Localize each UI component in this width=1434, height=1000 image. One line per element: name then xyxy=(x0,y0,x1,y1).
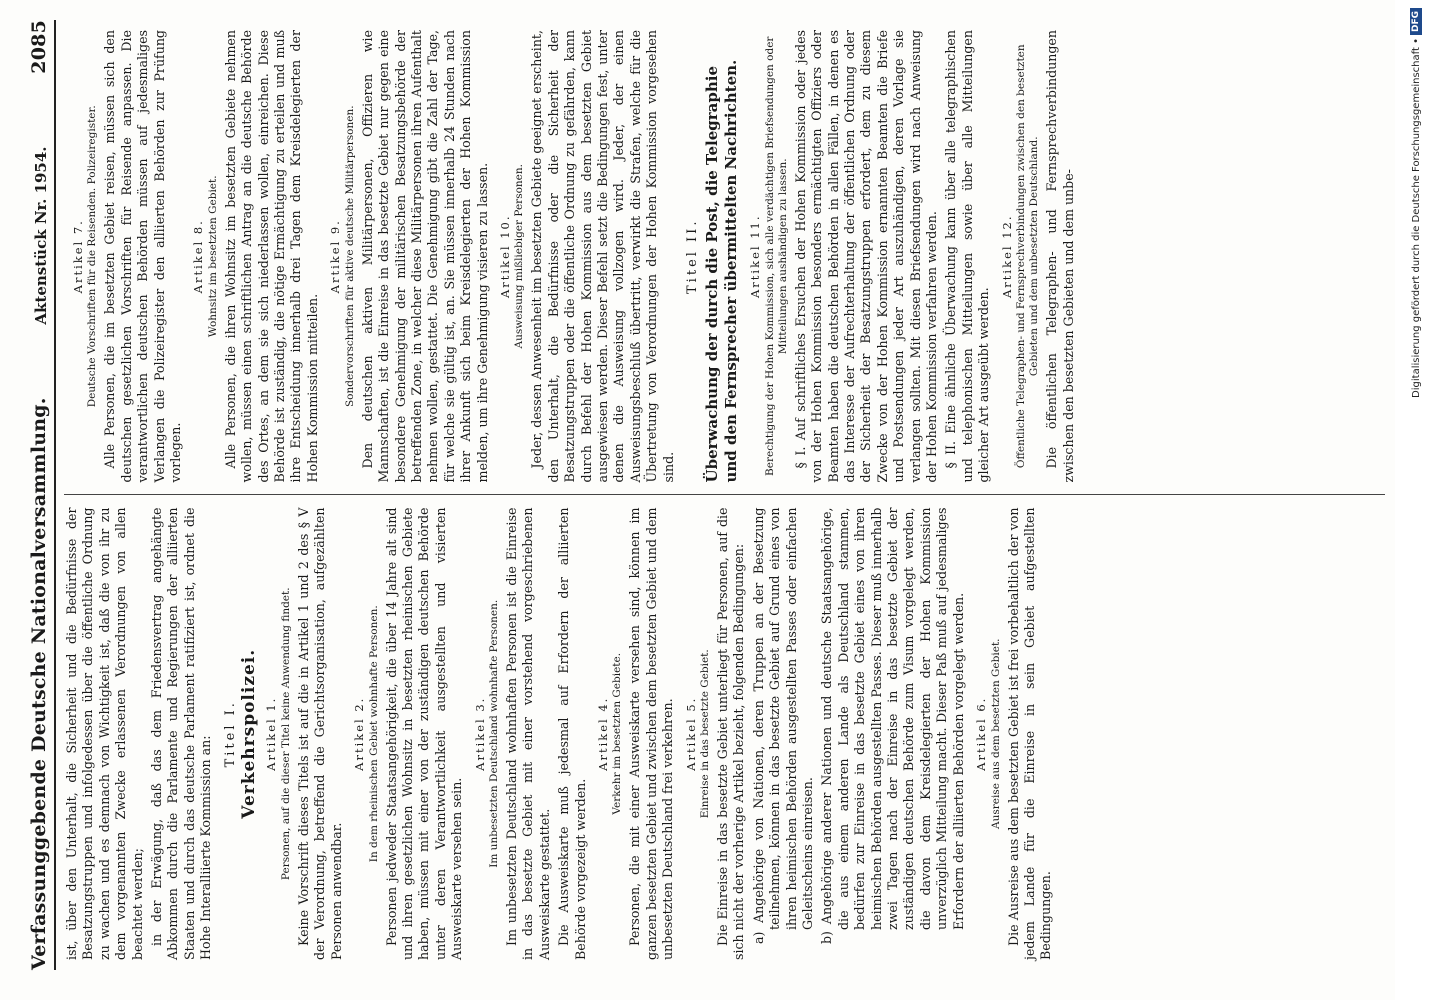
stamp-text: Digitalisierung gefördert durch die Deutsche Forschungsgemeinschaft • xyxy=(1410,38,1422,398)
text-columns xyxy=(64,18,1385,972)
paragraph: Die Ausreise aus dem besetzten Gebiet ist frei vorbehaltlich der von jedem Lande für die Einreise in sein Gebiet aufgestellten Bedingungen. xyxy=(1005,507,1054,960)
paragraph: Jeder, dessen Anwesenheit im besetzten Gebiete geeignet erscheint, den Unterhalt, die Bedürfnisse oder die Sicherheit der Besatzungstruppen oder die öffentliche Ordnung zu gefährden, kann durch Befehl der Hohen Kommission aus dem besetzten Gebiet ausgewiesen werden. Dieser Befehl setzt die Bedingungen fest, unter denen die Ausweisung vollzogen wird. Jeder, der einen Ausweisungsbeschluß übertritt, verwirkt die Strafen, welche für die Übertretung von Verordnungen der Hohen Kommission vorgesehen sind. xyxy=(529,30,676,483)
paragraph: Die Ausweiskarte muß jedesmal auf Erfordern der alliierten Behörde vorgezeigt werden. xyxy=(556,507,588,960)
paragraph: Keine Vorschrift dieses Titels ist auf die in Artikel 1 und 2 des § V der Verordnung, betreffend die Gerichtsorganisation, aufgezählten Personen anwendbar. xyxy=(295,507,344,960)
paragraph: Die Einreise in das besetzte Gebiet unterliegt für Personen, auf die sich nicht der vorherige Artikel bezieht, folgenden Bedingungen: xyxy=(715,507,747,960)
digitization-stamp xyxy=(1404,8,1428,988)
list-item: a) Angehörige von Nationen, deren Truppen an der Besetzung teilnehmen, können in das besetzte Gebiet auf Grund eines von ihren heimischen Behörden ausgestellten Passes oder einfachen Geleitscheins einreisen. xyxy=(750,507,816,944)
article-caption: Wohnsitz im besetzten Gebiet. xyxy=(206,175,219,338)
article-caption: Personen, auf die dieser Titel keine Anwendung findet. xyxy=(279,587,292,881)
article-number: Artikel 7. xyxy=(71,219,85,294)
article-number: Artikel 9. xyxy=(328,219,343,294)
article-number: Artikel 4. xyxy=(595,696,610,771)
paragraph: Personen jedweder Staatsangehörigkeit, die über 14 Jahre alt sind und ihren gesetzlichen Wohnsitz in besetzten rheinischen Gebiete haben, müssen mit einer von der zuständigen deutschen Behörde unter deren Verantwortlichkeit ausgestellten und visierten Ausweiskarte versehen sein. xyxy=(383,507,465,960)
article-number: Artikel 1. xyxy=(264,696,279,771)
article-caption: Verkehr im besetzten Gebiete. xyxy=(611,652,624,815)
article-number: Artikel 6. xyxy=(974,696,989,771)
page-number: 2085 xyxy=(28,20,50,74)
paragraph: ist, über den Unterhalt, die Sicherheit und die Bedürfnisse der Besatzungstruppen und infolgedessen über die öffentliche Ordnung zu wachen und es demnach von Wichtigkeit ist, daß die von ihr zu dem vorgenannten Zwecke erlassenen Verordnungen von allen beachtet werden; xyxy=(64,507,145,960)
article-caption: Sondervorschriften für aktive deutsche Militärpersonen. xyxy=(343,105,356,408)
column-left xyxy=(64,496,1385,973)
article-caption: Im unbesetzten Deutschland wohnhafte Personen. xyxy=(487,599,500,868)
article-caption: Ausreise aus dem besetzten Gebiet. xyxy=(989,638,1002,830)
paragraph: in der Erwägung, daß das dem Friedensvertrag angehängte Abkommen durch die Parlamente und Regierungen der alliierten Staaten und durch das deutsche Parlament ratifiziert ist, ordnet die Hohe Interalliierte Kommission an: xyxy=(149,507,214,960)
paragraph: Die öffentlichen Telegraphen- und Fernsprechverbindungen zwischen den besetzten Gebieten und dem unbe- xyxy=(1044,30,1076,483)
article-number: Artikel 5. xyxy=(683,696,698,771)
section-title: Titel I. xyxy=(222,700,238,768)
article-number: Artikel 3. xyxy=(472,696,487,771)
article-caption: Einreise in das besetzte Gebiet. xyxy=(699,649,711,819)
paragraph: Im unbesetzten Deutschland wohnhaften Personen ist die Einreise in das besetzte Gebiet mit einer vorstehend vorgeschriebenen Ausweiskarte gestattet. xyxy=(503,507,552,960)
page-header xyxy=(14,20,56,970)
dfg-logo: DFG xyxy=(1410,8,1422,35)
article-number: Artikel 10. xyxy=(497,214,512,298)
section-heading: Verkehrspolizei. xyxy=(239,648,260,819)
article-caption: Berechtigung der Hohen Kommission, sich alle verdächtigen Briefsendungen oder Mitteilungen aushändigen zu lassen. xyxy=(763,36,789,476)
paragraph: Alle Personen, die ihren Wohnsitz im besetzten Gebiete nehmen wollen, müssen einen schriftlichen Antrag an die deutsche Behörde des Ortes, an dem sie sich niederlassen wollen, einreichen. Diese Behörde ist zuständig, die nötige Ermächtigung zu erteilen und muß ihre Entscheidung innerhalb drei Tagen dem Kreisdelegierten der Hohen Kommission mitteilen. xyxy=(222,30,320,483)
article-number: Artikel 2. xyxy=(352,696,367,771)
paragraph: Alle Personen, die im besetzten Gebiet reisen, müssen sich den deutschen gesetzlichen Vorschriften für Reisende anpassen. Die verantwortlichen deutschen Behörden müssen auf jedesmaliges Verlangen die Polizeiregister den alliierten Behörden zur Prüfung vorlegen. xyxy=(102,30,184,483)
article-number: Artikel 8. xyxy=(191,219,206,294)
article-caption: Deutsche Vorschriften für die Reisenden. Polizeiregister. xyxy=(86,105,99,408)
section-title: Titel II. xyxy=(685,218,700,294)
section-heading: Überwachung der durch die Post, die Telegraphie und den Fernsprecher übermittelten Nachrichten. xyxy=(703,59,741,483)
paragraph: § II. Eine ähnliche Überwachung kann über alle telegraphischen und telephonischen Mitteilungen sowie über alle Mitteilungen gleicher Art ausgeübt werden. xyxy=(943,30,992,483)
paragraph: Den deutschen aktiven Militärpersonen, Offizieren wie Mannschaften, ist die Einreise in das besetzte Gebiet nur gegen eine besondere Genehmigung der militärischen Besatzungsbehörde der betreffenden Zone, in welcher diese Militärpersonen ihren Aufenthalt nehmen wollen, gestattet. Die Genehmigung gibt die Zahl der Tage, für welche sie gültig ist, an. Sie müssen innerhalb 24 Stunden nach ihrer Ankunft sich beim Kreisdelegierten der Hohen Kommission melden, um ihre Genehmigung visieren zu lassen. xyxy=(359,30,490,483)
article-caption: In dem rheinischen Gebiet wohnhafte Personen. xyxy=(367,605,380,863)
list-item: b) Angehörige anderer Nationen und deutsche Staatsangehörige, die aus einem anderen Lande als Deutschland stammen, bedürfen zur Einreise in das besetzte Gebiet eines von ihren heimischen Behörden ausgestellten Passes. Dieser muß innerhalb zwei Tagen nach der Einreise in das besetzte Gebiet der zuständigen deutschen Behörde zum Visum vorgelegt werden, die davon dem Kreisdelegierten der Hohen Kommission unverzüglich Mitteilung macht. Dieser Paß muß auf jedesmaliges Erfordern der alliierten Behörden vorgelegt werden. xyxy=(819,507,966,944)
article-caption: Öffentliche Telegraphen- und Fernsprechverbindungen zwischen den besetzten Gebieten und dem unbesetzten Deutschland. xyxy=(1015,44,1041,469)
article-caption: Ausweisung mißliebiger Personen. xyxy=(513,164,526,349)
document-number: Aktenstück Nr. 1954. xyxy=(32,146,50,325)
article-number: Artikel 12. xyxy=(999,214,1014,298)
paragraph: § I. Auf schriftliches Ersuchen der Hohen Kommission oder jedes von der Hohen Kommission besonders ermächtigten Offiziers oder Beamten haben die deutschen Behörden in allen Fällen, in denen es das Interesse der Aufrechterhaltung der öffentlichen Ordnung oder der Sicherheit der Besatzungstruppen erfordert, dem zu diesem Zwecke von der Hohen Kommission ernannten Beamten die Briefe und Postsendungen jeder Art auszuhändigen, deren Vorlage sie verlangen sollten. Mit diesen Briefsendungen wird nach Anweisung der Hohen Kommission verfahren werden. xyxy=(792,30,940,483)
column-right xyxy=(64,18,1385,496)
article-number: Artikel 11. xyxy=(748,214,763,298)
paragraph: Personen, die mit einer Ausweiskarte versehen sind, können im ganzen besetzten Gebiet und zwischen dem besetzten Gebiet und dem unbesetzten Deutschland frei verkehren. xyxy=(627,507,676,960)
running-title: Verfassunggebende Deutsche Nationalversammlung. xyxy=(28,397,50,970)
